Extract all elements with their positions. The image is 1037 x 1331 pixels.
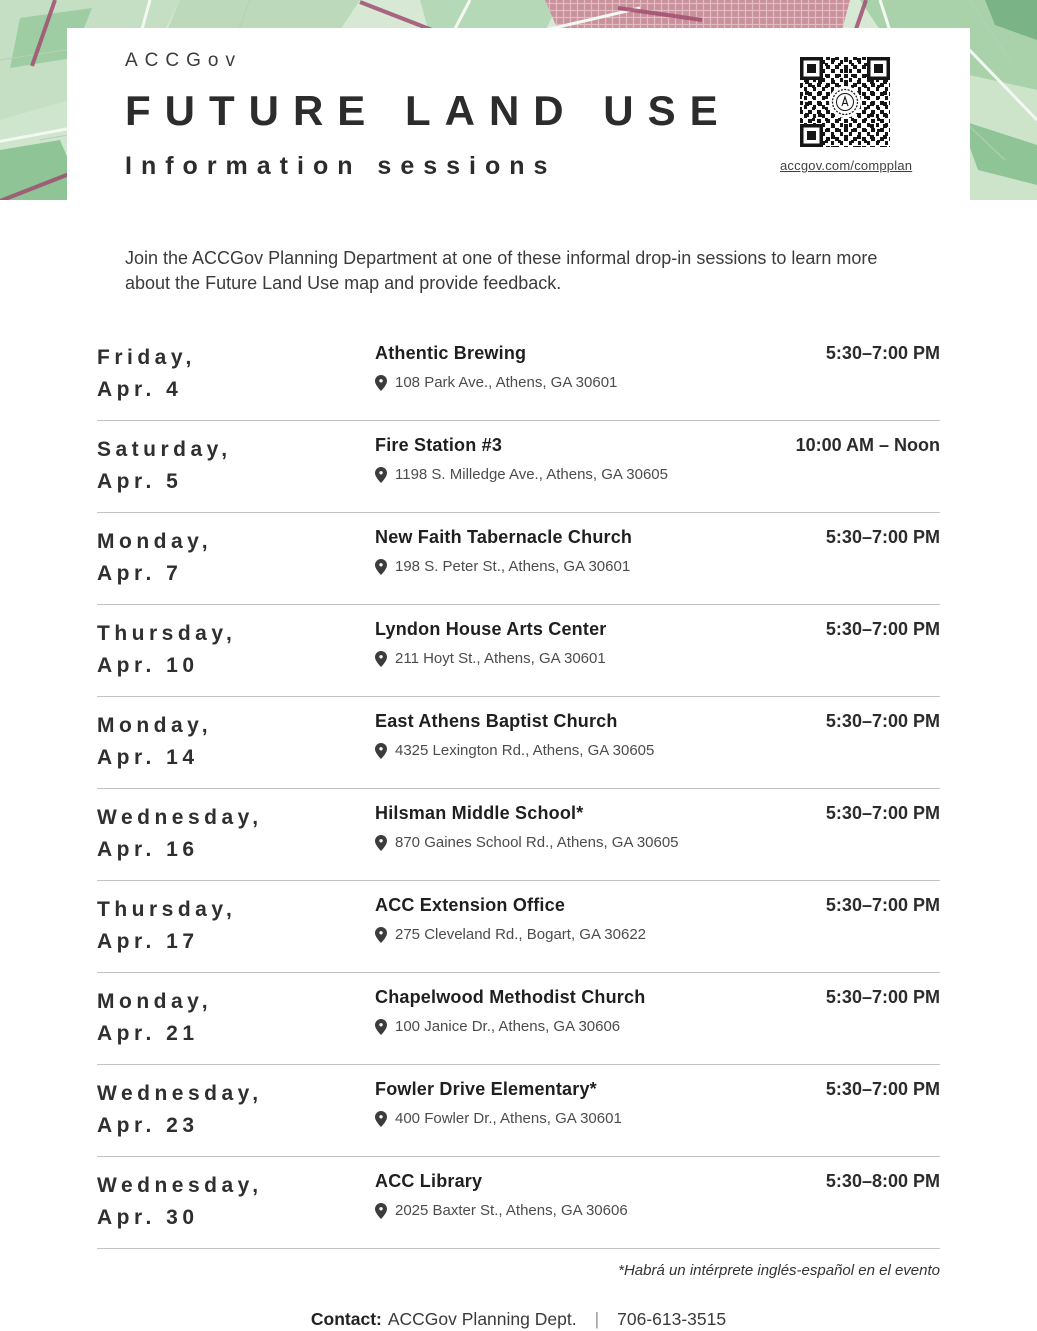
venue-address: [375, 834, 750, 851]
location-pin-icon: [375, 467, 387, 483]
location-pin-icon: [375, 375, 387, 391]
session-time: 5:30–7:00 PM: [825, 343, 940, 363]
address-text: 4325 Lexington Rd., Athens, GA 30605: [395, 742, 655, 759]
session-row: [97, 973, 940, 1065]
venue-address: [375, 1110, 750, 1127]
qr-code: [799, 56, 891, 148]
page-subtitle: Information sessions: [125, 152, 557, 180]
qr-link[interactable]: accgov.com/compplan: [780, 158, 913, 173]
venue-address: [375, 650, 750, 667]
venue-name: ACC Library: [375, 1171, 483, 1191]
brand-text: ACCGov: [125, 50, 242, 71]
session-time: 5:30–7:00 PM: [825, 803, 940, 823]
location-pin-icon: [375, 1019, 387, 1035]
session-row: [97, 881, 940, 973]
session-location: [375, 618, 750, 667]
session-row: [97, 329, 940, 421]
venue-address: [375, 742, 750, 759]
session-date: Monday, Apr. 21: [97, 990, 213, 1045]
session-row: [97, 789, 940, 881]
location-pin-icon: [375, 1111, 387, 1127]
session-location: [375, 802, 750, 851]
address-text: 211 Hoyt St., Athens, GA 30601: [395, 650, 606, 667]
session-time: 5:30–7:00 PM: [825, 1079, 940, 1099]
interpreter-footnote: *Habrá un intérprete inglés-español en el evento: [618, 1262, 940, 1279]
venue-name: Fire Station #3: [375, 435, 503, 455]
address-text: 2025 Baxter St., Athens, GA 30606: [395, 1202, 628, 1219]
session-row: [97, 605, 940, 697]
session-date: Wednesday, Apr. 16: [97, 806, 263, 861]
location-pin-icon: [375, 1203, 387, 1219]
venue-address: [375, 926, 750, 943]
session-location: [375, 1170, 750, 1219]
venue-name: New Faith Tabernacle Church: [375, 527, 633, 547]
session-date: Thursday, Apr. 17: [97, 898, 237, 953]
address-text: 870 Gaines School Rd., Athens, GA 30605: [395, 834, 679, 851]
session-date: Saturday, Apr. 5: [97, 438, 232, 493]
location-pin-icon: [375, 835, 387, 851]
contact-phone: 706-613-3515: [617, 1309, 727, 1329]
qr-finder-top-right: [867, 57, 890, 80]
venue-address: [375, 374, 750, 391]
session-location: [375, 894, 750, 943]
venue-address: [375, 466, 750, 483]
session-location: [375, 986, 750, 1035]
session-row: [97, 421, 940, 513]
contact-name: ACCGov Planning Dept.: [387, 1309, 577, 1329]
session-time: 5:30–7:00 PM: [825, 895, 940, 915]
session-date: Wednesday, Apr. 23: [97, 1082, 263, 1137]
session-row: [97, 697, 940, 789]
session-time: 5:30–8:00 PM: [825, 1171, 940, 1191]
session-date: Wednesday, Apr. 30: [97, 1174, 263, 1229]
location-pin-icon: [375, 559, 387, 575]
venue-name: Lyndon House Arts Center: [375, 619, 607, 639]
address-text: 198 S. Peter St., Athens, GA 30601: [395, 558, 631, 575]
session-location: [375, 710, 750, 759]
session-time: 5:30–7:00 PM: [825, 987, 940, 1007]
location-pin-icon: [375, 651, 387, 667]
qr-block: [780, 56, 913, 175]
header: [125, 50, 940, 208]
contact-line: [67, 1309, 970, 1330]
session-time: 5:30–7:00 PM: [825, 619, 940, 639]
address-text: 400 Fowler Dr., Athens, GA 30601: [395, 1110, 622, 1127]
qr-finder-top-left: [800, 57, 823, 80]
session-time: 5:30–7:00 PM: [825, 711, 940, 731]
session-date: Friday, Apr. 4: [97, 346, 196, 401]
location-pin-icon: [375, 743, 387, 759]
venue-name: Athentic Brewing: [375, 343, 527, 363]
venue-name: Hilsman Middle School*: [375, 803, 584, 823]
session-row: [97, 1065, 940, 1157]
intro-text: Join the ACCGov Planning Department at one of these informal drop-in sessions to learn more about the Future Land Use map and provide feedback.: [125, 248, 878, 293]
venue-name: Fowler Drive Elementary*: [375, 1079, 597, 1099]
session-row: [97, 1157, 940, 1249]
address-text: 1198 S. Milledge Ave., Athens, GA 30605: [395, 466, 668, 483]
location-pin-icon: [375, 927, 387, 943]
session-time: 10:00 AM – Noon: [795, 435, 940, 455]
session-date: Monday, Apr. 7: [97, 530, 213, 585]
venue-name: Chapelwood Methodist Church: [375, 987, 646, 1007]
session-time: 5:30–7:00 PM: [825, 527, 940, 547]
venue-address: [375, 1202, 750, 1219]
venue-name: East Athens Baptist Church: [375, 711, 618, 731]
sessions-table: [97, 329, 940, 1249]
address-text: 100 Janice Dr., Athens, GA 30606: [395, 1018, 621, 1035]
address-text: 108 Park Ave., Athens, GA 30601: [395, 374, 618, 391]
session-date: Monday, Apr. 14: [97, 714, 213, 769]
address-text: 275 Cleveland Rd., Bogart, GA 30622: [395, 926, 647, 943]
venue-name: ACC Extension Office: [375, 895, 566, 915]
qr-finder-bottom-left: [800, 124, 823, 147]
session-row: [97, 513, 940, 605]
acc-seal-logo: [829, 86, 861, 118]
venue-address: [375, 1018, 750, 1035]
session-location: [375, 526, 750, 575]
session-location: [375, 434, 750, 483]
page-title: FUTURE LAND USE: [125, 87, 732, 134]
session-location: [375, 342, 750, 391]
session-location: [375, 1078, 750, 1127]
venue-address: [375, 558, 750, 575]
contact-separator: |: [594, 1309, 600, 1329]
content-card: [67, 28, 970, 1329]
contact-label: Contact:: [310, 1309, 382, 1329]
session-date: Thursday, Apr. 10: [97, 622, 237, 677]
